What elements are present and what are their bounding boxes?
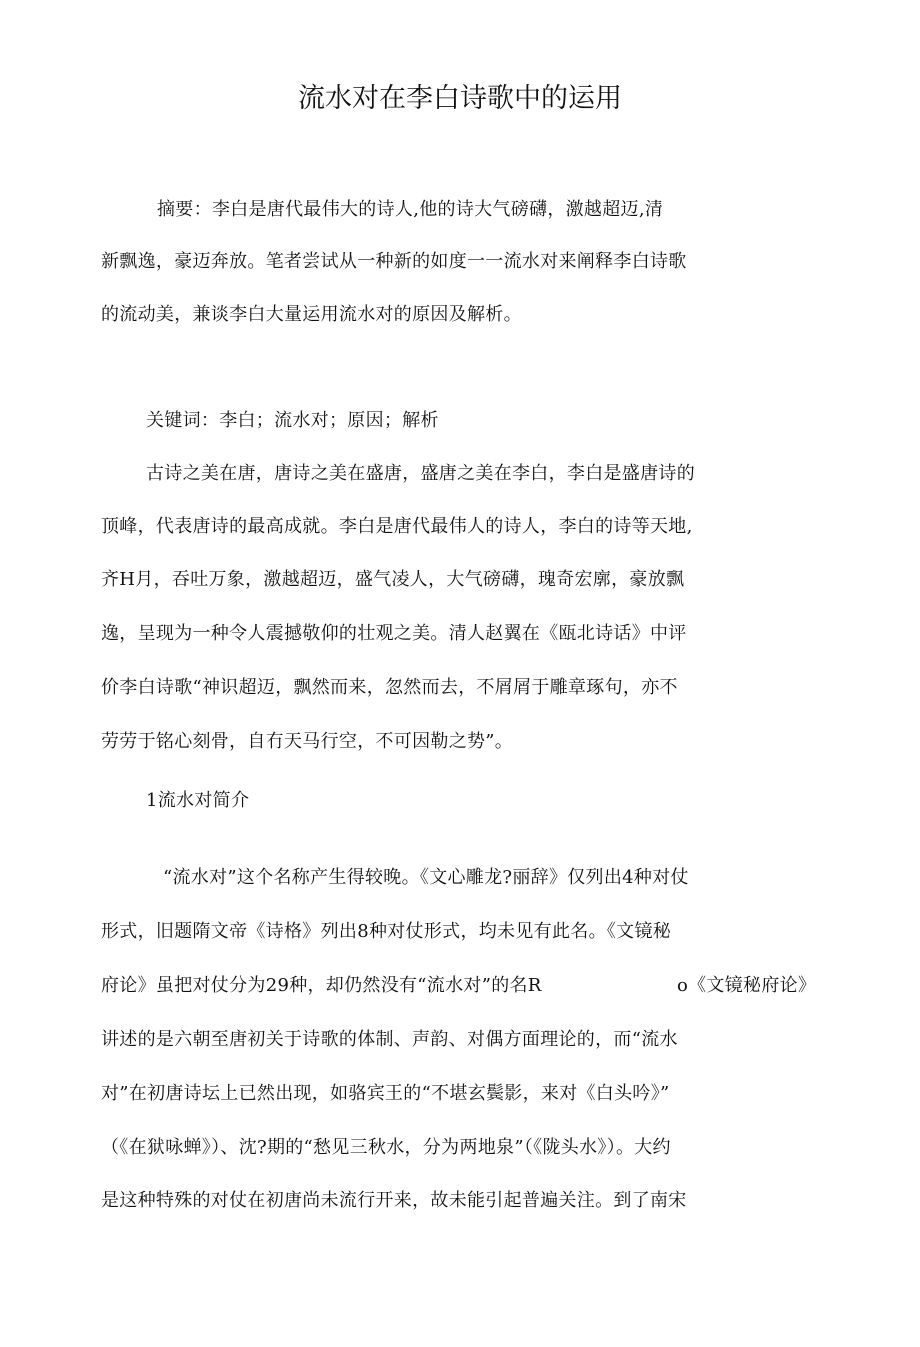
abstract-line: 新飘逸，豪迈奔放。笔者尝试从一种新的如度一一流水对来阐释李白诗歌 bbox=[101, 251, 687, 272]
paragraph-line: （《在狱咏蝉》）、沈?期的“愁见三秋水，分为两地泉”（《陇头水》）。大约 bbox=[101, 1137, 671, 1158]
abstract-line: 摘要：李白是唐代最伟大的诗人,他的诗大气磅礴，激越超迈,清 bbox=[157, 199, 664, 220]
section-heading: 1流水对简介 bbox=[146, 790, 250, 811]
paragraph-line: 是这种特殊的对仗在初唐尚未流行开来，故未能引起普遍关注。到了南宋 bbox=[101, 1190, 687, 1211]
paragraph-line: 顶峰，代表唐诗的最高成就。李白是唐代最伟人的诗人，李白的诗等天地, bbox=[101, 516, 693, 537]
paragraph-line: 齐H月，吞吐万象，激越超迈，盛气凌人，大气磅礴，瑰奇宏廓，豪放飘 bbox=[101, 569, 685, 590]
paragraph-line: 形式，旧题隋文帝《诗格》列出8种对仗形式，均未见有此名。《文镜秘 bbox=[101, 921, 672, 942]
paragraph-line: “流水对”这个名称产生得较晚。《文心雕龙?丽辞》仅列出4种对仗 bbox=[163, 867, 689, 888]
paragraph-line: 劳劳于铭心刻骨，自冇天马行空，不可因勒之势”。 bbox=[101, 731, 514, 752]
paragraph-line: 价李白诗歌“神识超迈，飘然而来，忽然而去，不屑屑于雕章琢句，亦不 bbox=[101, 677, 678, 698]
paragraph-line: o《文镜秘府论》 bbox=[677, 975, 817, 996]
document-title: 流水对在李白诗歌中的运用 bbox=[298, 83, 622, 114]
paragraph-line: 对”在初唐诗坛上已然出现，如骆宾王的“不堪玄鬓影，来对《白头吟》” bbox=[101, 1083, 670, 1104]
paragraph-line: 府论》虽把对仗分为29种，却仍然没有“流水对”的名R bbox=[101, 975, 542, 996]
paragraph-line: 逸，呈现为一种令人震撼敬仰的壮观之美。清人赵翼在《瓯北诗话》中评 bbox=[101, 623, 687, 644]
keywords: 关键词：李白；流水对；原因；解析 bbox=[146, 410, 439, 431]
paragraph-line: 古诗之美在唐，唐诗之美在盛唐，盛唐之美在李白，李白是盛唐诗的 bbox=[146, 463, 695, 484]
abstract-line: 的流动美，兼谈李白大量运用流水对的原因及解析。 bbox=[101, 304, 522, 325]
paragraph-line: 讲述的是六朝至唐初关于诗歌的体制、声韵、对偶方面理论的，而“流水 bbox=[101, 1029, 678, 1050]
